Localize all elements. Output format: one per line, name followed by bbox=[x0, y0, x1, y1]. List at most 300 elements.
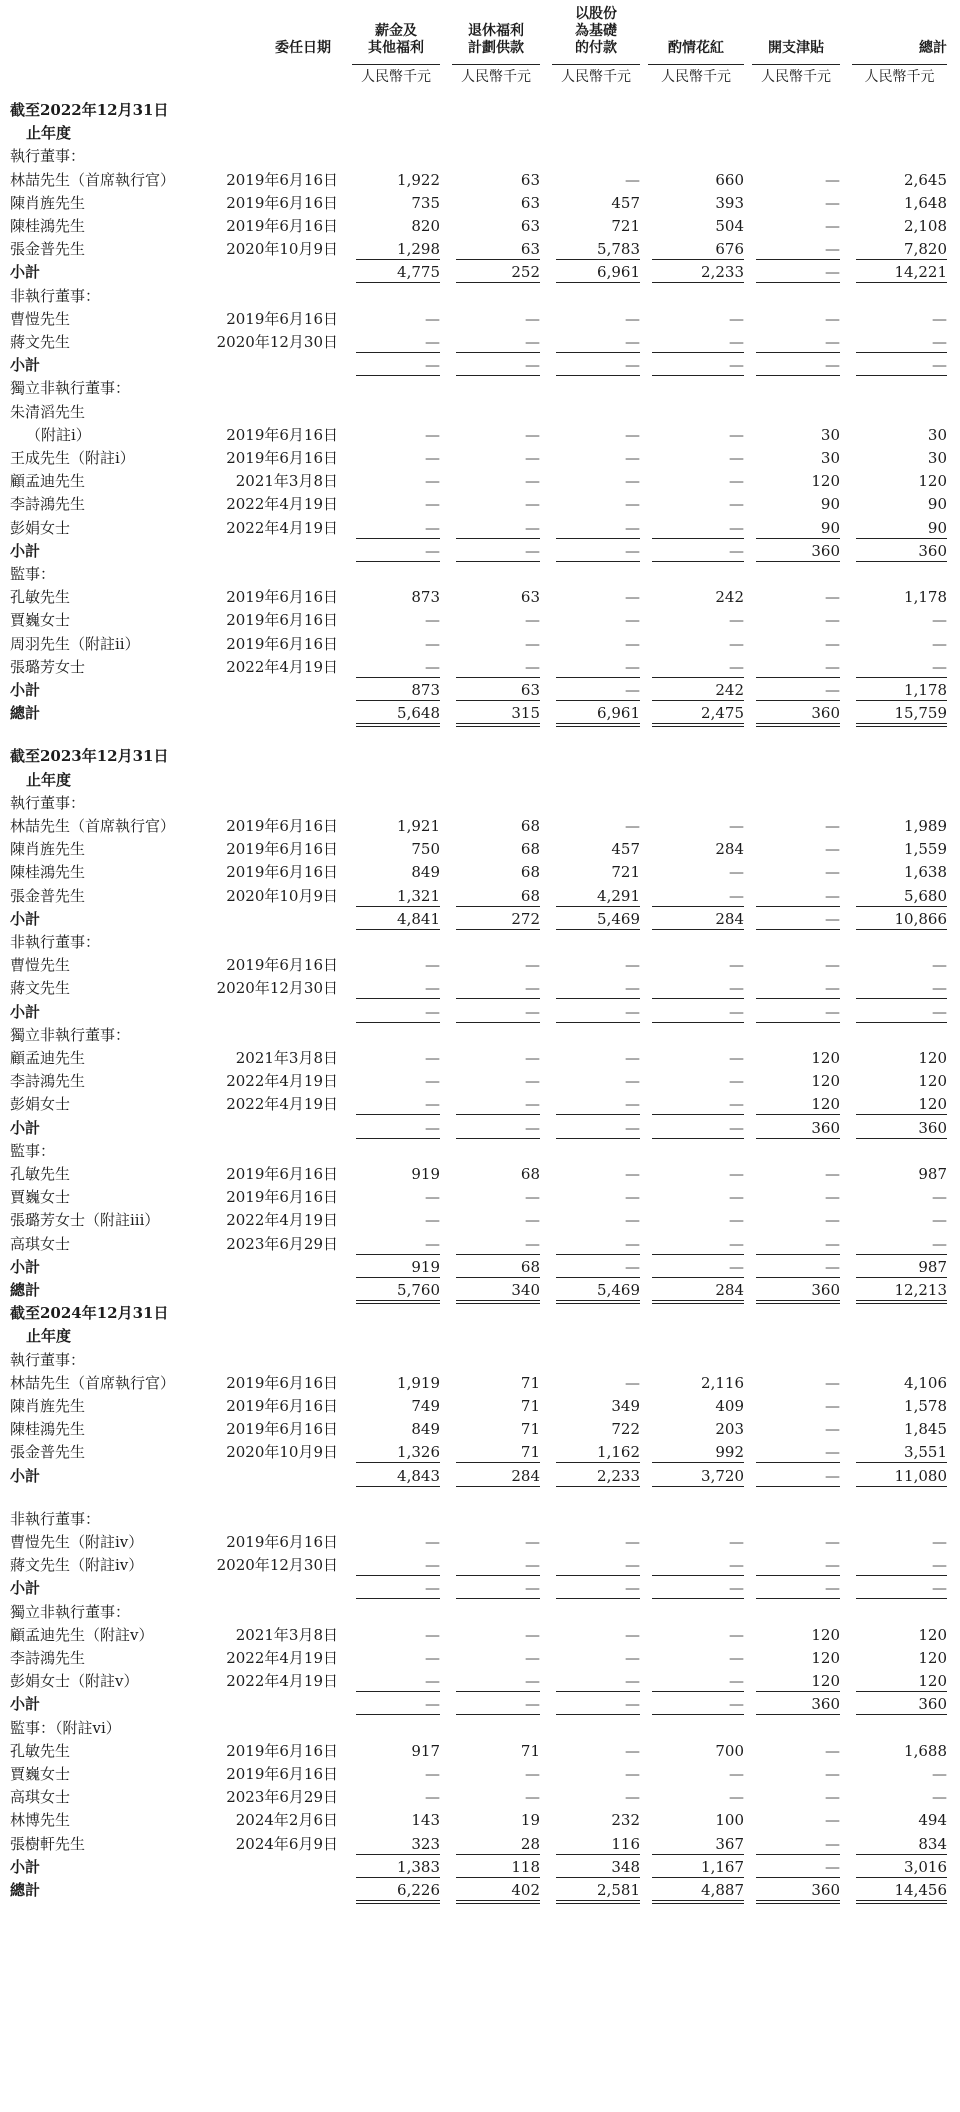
double-underline bbox=[756, 723, 840, 724]
value-cell: 242 bbox=[715, 681, 744, 699]
double-underline bbox=[652, 723, 744, 724]
director-name: 周羽先生（附註ii） bbox=[10, 634, 140, 653]
value-cell: — bbox=[932, 356, 947, 375]
value-cell: — bbox=[932, 611, 947, 630]
director-name: 張璐芳女士（附註iii） bbox=[10, 1211, 160, 1230]
subtotal-label: 小計 bbox=[10, 1002, 41, 1021]
director-name: 李詩鴻先生 bbox=[10, 495, 86, 514]
value-cell: 5,680 bbox=[904, 886, 947, 905]
value-cell: — bbox=[525, 472, 540, 491]
value-cell: — bbox=[625, 495, 640, 514]
value-cell: 71 bbox=[520, 1397, 540, 1415]
appointment-date: 2019年6月16日 bbox=[226, 588, 338, 607]
director-row bbox=[0, 1162, 960, 1186]
value-cell: 5,760 bbox=[397, 1281, 440, 1299]
value-cell: 242 bbox=[715, 588, 744, 607]
appointment-date: 2019年6月16日 bbox=[226, 217, 338, 235]
value-cell: — bbox=[825, 1373, 840, 1392]
value-cell: — bbox=[932, 956, 947, 975]
value-cell: — bbox=[729, 956, 744, 975]
underline bbox=[856, 1486, 947, 1487]
value-cell: 1,845 bbox=[904, 1420, 947, 1439]
appointment-date: 2020年12月30日 bbox=[216, 333, 338, 351]
value-cell: — bbox=[825, 681, 840, 699]
appointment-date: 2022年4月19日 bbox=[226, 1649, 338, 1667]
appointment-date: 2019年6月16日 bbox=[226, 1420, 338, 1439]
director-name-row bbox=[0, 400, 960, 424]
appointment-date: 2019年6月16日 bbox=[226, 170, 338, 189]
value-cell: — bbox=[729, 1049, 744, 1067]
value-cell: — bbox=[729, 1672, 744, 1691]
director-name: 張樹軒先生 bbox=[10, 1834, 86, 1853]
value-cell: 722 bbox=[611, 1420, 640, 1439]
value-cell: — bbox=[625, 1002, 640, 1021]
double-underline bbox=[556, 723, 640, 724]
director-name: 蔣文先生 bbox=[10, 979, 71, 998]
appointment-date: 2019年6月16日 bbox=[226, 425, 338, 444]
value-cell: — bbox=[425, 1072, 440, 1091]
director-name: 顧孟迪先生（附註v） bbox=[10, 1625, 154, 1644]
value-cell: 1,326 bbox=[397, 1443, 440, 1462]
value-cell: — bbox=[525, 1234, 540, 1253]
value-cell: 120 bbox=[918, 1072, 947, 1091]
director-name: 高琪女士 bbox=[10, 1234, 71, 1253]
value-cell: 1,919 bbox=[397, 1373, 440, 1392]
subtotal-label: 小計 bbox=[10, 541, 41, 560]
header-rule bbox=[648, 64, 744, 65]
value-cell: — bbox=[625, 518, 640, 537]
value-cell: — bbox=[825, 170, 840, 189]
value-cell: 402 bbox=[511, 1881, 540, 1899]
value-cell: 120 bbox=[918, 1049, 947, 1067]
appointment-date: 2019年6月16日 bbox=[226, 1397, 338, 1415]
value-cell: 120 bbox=[918, 1625, 947, 1644]
value-cell: — bbox=[825, 1234, 840, 1253]
unit-label: 人民幣千元 bbox=[361, 69, 431, 85]
value-cell: — bbox=[425, 495, 440, 514]
value-cell: 849 bbox=[411, 863, 440, 882]
appointment-date: 2024年6月9日 bbox=[235, 1834, 338, 1853]
value-cell: — bbox=[825, 1834, 840, 1853]
value-cell: 360 bbox=[811, 541, 840, 560]
appointment-date: 2019年6月16日 bbox=[226, 840, 338, 859]
subtotal-label: 小計 bbox=[10, 681, 41, 699]
appointment-date: 2019年6月16日 bbox=[226, 1165, 338, 1183]
director-row bbox=[0, 330, 960, 354]
value-cell: — bbox=[525, 333, 540, 351]
value-cell: 30 bbox=[927, 425, 947, 444]
section-title bbox=[0, 768, 960, 792]
value-cell: 71 bbox=[520, 1443, 540, 1462]
director-name: 蔣文先生（附註iv） bbox=[10, 1556, 144, 1575]
value-cell: — bbox=[729, 1556, 744, 1575]
value-cell: — bbox=[425, 979, 440, 998]
category-label: 執行董事： bbox=[10, 1350, 86, 1369]
value-cell: — bbox=[932, 1765, 947, 1783]
value-cell: — bbox=[525, 518, 540, 537]
value-cell: — bbox=[729, 425, 744, 444]
double-underline bbox=[652, 1900, 744, 1901]
director-name: 陳肖旌先生 bbox=[10, 193, 86, 212]
value-cell: — bbox=[525, 979, 540, 998]
director-row bbox=[0, 1092, 960, 1116]
value-cell: — bbox=[625, 356, 640, 375]
value-cell: — bbox=[729, 634, 744, 653]
value-cell: — bbox=[825, 1579, 840, 1598]
director-name: （附註i） bbox=[26, 425, 91, 444]
value-cell: 1,167 bbox=[701, 1857, 744, 1876]
value-cell: — bbox=[825, 1788, 840, 1807]
director-row bbox=[0, 1762, 960, 1786]
value-cell: — bbox=[825, 1257, 840, 1276]
director-row bbox=[0, 1530, 960, 1554]
value-cell: — bbox=[625, 1765, 640, 1783]
value-cell: — bbox=[625, 1373, 640, 1392]
category-heading bbox=[0, 1023, 960, 1047]
value-cell: 457 bbox=[611, 840, 640, 859]
value-cell: — bbox=[729, 541, 744, 560]
header-salary-benefits: 薪金及 其他福利 bbox=[368, 23, 424, 56]
value-cell: — bbox=[425, 956, 440, 975]
value-cell: — bbox=[932, 634, 947, 653]
value-cell: — bbox=[425, 309, 440, 328]
value-cell: — bbox=[729, 1695, 744, 1714]
value-cell: — bbox=[825, 588, 840, 607]
value-cell: — bbox=[525, 449, 540, 467]
subtotal-row bbox=[0, 907, 960, 931]
value-cell: 272 bbox=[511, 909, 540, 928]
value-cell: 143 bbox=[411, 1811, 440, 1830]
total-label: 總計 bbox=[10, 704, 41, 723]
value-cell: — bbox=[825, 240, 840, 259]
value-cell: 1,688 bbox=[904, 1741, 947, 1760]
director-name: 孔敏先生 bbox=[10, 588, 71, 607]
value-cell: 68 bbox=[520, 886, 540, 905]
value-cell: 6,961 bbox=[597, 263, 640, 282]
value-cell: — bbox=[525, 1095, 540, 1114]
appointment-date: 2019年6月16日 bbox=[226, 863, 338, 882]
value-cell: 120 bbox=[811, 1649, 840, 1667]
unit-label: 人民幣千元 bbox=[761, 69, 831, 85]
double-underline bbox=[856, 723, 947, 724]
appointment-date: 2019年6月16日 bbox=[226, 449, 338, 467]
director-row bbox=[0, 1394, 960, 1418]
director-name: 林喆先生（首席執行官） bbox=[10, 170, 176, 189]
value-cell: 68 bbox=[520, 1257, 540, 1276]
value-cell: 917 bbox=[411, 1741, 440, 1760]
value-cell: — bbox=[932, 1556, 947, 1575]
value-cell: — bbox=[425, 1049, 440, 1067]
value-cell: — bbox=[425, 1118, 440, 1137]
value-cell: — bbox=[425, 1625, 440, 1644]
unit-label: 人民幣千元 bbox=[461, 69, 531, 85]
director-row bbox=[0, 1440, 960, 1464]
value-cell: — bbox=[825, 1420, 840, 1439]
director-row bbox=[0, 214, 960, 238]
value-cell: — bbox=[425, 541, 440, 560]
director-row bbox=[0, 516, 960, 540]
category-heading bbox=[0, 1348, 960, 1372]
value-cell: 676 bbox=[715, 240, 744, 259]
value-cell: — bbox=[932, 1188, 947, 1207]
appointment-date: 2020年10月9日 bbox=[226, 240, 338, 259]
value-cell: 284 bbox=[715, 909, 744, 928]
value-cell: 2,233 bbox=[597, 1466, 640, 1485]
value-cell: — bbox=[729, 611, 744, 630]
value-cell: — bbox=[825, 817, 840, 835]
appointment-date: 2022年4月19日 bbox=[226, 518, 338, 537]
value-cell: — bbox=[729, 1188, 744, 1207]
director-row bbox=[0, 585, 960, 609]
value-cell: 120 bbox=[918, 1649, 947, 1667]
value-cell: — bbox=[525, 1002, 540, 1021]
value-cell: 660 bbox=[715, 170, 744, 189]
value-cell: 90 bbox=[927, 518, 947, 537]
subtotal-row bbox=[0, 539, 960, 563]
double-underline bbox=[456, 726, 540, 727]
value-cell: 721 bbox=[611, 863, 640, 882]
value-cell: — bbox=[932, 1533, 947, 1551]
appointment-date: 2019年6月16日 bbox=[226, 634, 338, 653]
value-cell: — bbox=[825, 979, 840, 998]
value-cell: 5,648 bbox=[397, 704, 440, 723]
total-row bbox=[0, 1278, 960, 1302]
value-cell: — bbox=[525, 309, 540, 328]
director-name: 李詩鴻先生 bbox=[10, 1072, 86, 1091]
value-cell: — bbox=[729, 1211, 744, 1230]
double-underline bbox=[456, 1900, 540, 1901]
value-cell: 3,720 bbox=[701, 1466, 744, 1485]
value-cell: — bbox=[425, 1211, 440, 1230]
header-rule bbox=[552, 64, 640, 65]
director-name: 彭娟女士 bbox=[10, 1095, 71, 1114]
director-row bbox=[0, 1046, 960, 1070]
subtotal-label: 小計 bbox=[10, 1857, 41, 1876]
value-cell: 30 bbox=[820, 449, 840, 467]
double-underline bbox=[756, 1903, 840, 1904]
category-label: 監事： bbox=[10, 565, 56, 583]
value-cell: — bbox=[425, 1672, 440, 1691]
value-cell: 360 bbox=[918, 1118, 947, 1137]
subtotal-label: 小計 bbox=[10, 909, 41, 928]
value-cell: — bbox=[625, 1695, 640, 1714]
value-cell: — bbox=[625, 1049, 640, 1067]
value-cell: 409 bbox=[715, 1397, 744, 1415]
value-cell: — bbox=[729, 1095, 744, 1114]
director-row bbox=[0, 814, 960, 838]
value-cell: — bbox=[825, 1165, 840, 1183]
appointment-date: 2019年6月16日 bbox=[226, 1533, 338, 1551]
value-cell: 1,921 bbox=[397, 817, 440, 835]
director-name: 曹愷先生 bbox=[10, 309, 71, 328]
director-name: 孔敏先生 bbox=[10, 1741, 71, 1760]
value-cell: 987 bbox=[918, 1165, 947, 1183]
director-row bbox=[0, 307, 960, 331]
director-name: 賈巍女士 bbox=[10, 1765, 71, 1783]
value-cell: — bbox=[625, 309, 640, 328]
value-cell: — bbox=[729, 333, 744, 351]
value-cell: 2,233 bbox=[701, 263, 744, 282]
appointment-date: 2019年6月16日 bbox=[226, 956, 338, 975]
director-name: 高琪女士 bbox=[10, 1788, 71, 1807]
appointment-date: 2019年6月16日 bbox=[226, 309, 338, 328]
value-cell: — bbox=[729, 1165, 744, 1183]
value-cell: 11,080 bbox=[894, 1466, 947, 1485]
underline bbox=[756, 1486, 840, 1487]
value-cell: — bbox=[425, 1765, 440, 1783]
appointment-date: 2024年2月6日 bbox=[235, 1811, 338, 1830]
director-row bbox=[0, 632, 960, 656]
appointment-date: 2020年12月30日 bbox=[216, 1556, 338, 1575]
value-cell: 68 bbox=[520, 840, 540, 859]
appointment-date: 2023年6月29日 bbox=[226, 1234, 338, 1253]
value-cell: 120 bbox=[811, 472, 840, 491]
value-cell: 5,469 bbox=[597, 1281, 640, 1299]
value-cell: — bbox=[525, 1049, 540, 1067]
value-cell: — bbox=[525, 495, 540, 514]
value-cell: — bbox=[729, 979, 744, 998]
value-cell: — bbox=[825, 1741, 840, 1760]
value-cell: 360 bbox=[811, 1281, 840, 1299]
value-cell: 393 bbox=[715, 193, 744, 212]
director-name: 彭娟女士（附註v） bbox=[10, 1672, 139, 1691]
value-cell: — bbox=[625, 170, 640, 189]
value-cell: — bbox=[825, 1556, 840, 1575]
double-underline bbox=[856, 1900, 947, 1901]
subtotal-label: 小計 bbox=[10, 1695, 41, 1714]
value-cell: 7,820 bbox=[904, 240, 947, 259]
value-cell: 63 bbox=[520, 240, 540, 259]
value-cell: — bbox=[729, 1579, 744, 1598]
value-cell: — bbox=[729, 886, 744, 905]
value-cell: 2,475 bbox=[701, 704, 744, 723]
appointment-date: 2022年4月19日 bbox=[226, 1211, 338, 1230]
value-cell: — bbox=[625, 956, 640, 975]
value-cell: — bbox=[525, 1211, 540, 1230]
value-cell: — bbox=[932, 657, 947, 676]
value-cell: 1,178 bbox=[904, 588, 947, 607]
appointment-date: 2019年6月16日 bbox=[226, 1741, 338, 1760]
director-name: 顧孟迪先生 bbox=[10, 472, 86, 491]
value-cell: — bbox=[425, 1695, 440, 1714]
double-underline bbox=[456, 1903, 540, 1904]
value-cell: — bbox=[932, 1579, 947, 1598]
value-cell: — bbox=[425, 1095, 440, 1114]
value-cell: 6,226 bbox=[397, 1881, 440, 1899]
value-cell: — bbox=[425, 1579, 440, 1598]
value-cell: 3,551 bbox=[904, 1443, 947, 1462]
value-cell: 120 bbox=[811, 1095, 840, 1114]
director-name: 陳桂鴻先生 bbox=[10, 217, 86, 235]
category-label: 非執行董事： bbox=[10, 933, 101, 951]
director-name: 陳肖旌先生 bbox=[10, 840, 86, 859]
director-name: 顧孟迪先生 bbox=[10, 1049, 86, 1067]
director-row bbox=[0, 492, 960, 516]
value-cell: — bbox=[625, 1533, 640, 1551]
value-cell: 2,116 bbox=[701, 1373, 744, 1392]
double-underline bbox=[356, 723, 440, 724]
category-heading bbox=[0, 930, 960, 954]
appointment-date: 2021年3月8日 bbox=[235, 1049, 338, 1067]
value-cell: — bbox=[825, 1533, 840, 1551]
value-cell: — bbox=[825, 1466, 840, 1485]
value-cell: — bbox=[932, 1788, 947, 1807]
value-cell: — bbox=[525, 956, 540, 975]
category-heading bbox=[0, 1716, 960, 1740]
value-cell: — bbox=[825, 1765, 840, 1783]
value-cell: — bbox=[525, 1533, 540, 1551]
section-title bbox=[0, 744, 960, 768]
value-cell: 284 bbox=[715, 840, 744, 859]
value-cell: — bbox=[625, 657, 640, 676]
value-cell: — bbox=[625, 1741, 640, 1760]
value-cell: — bbox=[625, 472, 640, 491]
value-cell: 71 bbox=[520, 1741, 540, 1760]
value-cell: 120 bbox=[918, 472, 947, 491]
value-cell: — bbox=[425, 1188, 440, 1207]
value-cell: 3,016 bbox=[904, 1857, 947, 1876]
value-cell: 120 bbox=[811, 1072, 840, 1091]
value-cell: 873 bbox=[411, 681, 440, 699]
subtotal-row bbox=[0, 260, 960, 284]
director-row bbox=[0, 1832, 960, 1856]
header-total: 總計 bbox=[919, 40, 947, 56]
value-cell: — bbox=[525, 1188, 540, 1207]
section-title-text: 止年度 bbox=[26, 1327, 72, 1346]
header-retirement-contributions: 退休福利 計劃供款 bbox=[468, 23, 524, 56]
category-heading bbox=[0, 1507, 960, 1531]
director-name: 張金普先生 bbox=[10, 1443, 86, 1462]
value-cell: 63 bbox=[520, 681, 540, 699]
director-row bbox=[0, 1553, 960, 1577]
value-cell: — bbox=[729, 1788, 744, 1807]
director-row bbox=[0, 1623, 960, 1647]
director-row bbox=[0, 884, 960, 908]
value-cell: — bbox=[425, 611, 440, 630]
value-cell: — bbox=[825, 611, 840, 630]
director-name: 張金普先生 bbox=[10, 240, 86, 259]
value-cell: 1,162 bbox=[597, 1443, 640, 1462]
value-cell: 6,961 bbox=[597, 704, 640, 723]
value-cell: — bbox=[625, 1672, 640, 1691]
subtotal-row bbox=[0, 1576, 960, 1600]
value-cell: 750 bbox=[411, 840, 440, 859]
total-row bbox=[0, 701, 960, 725]
value-cell: — bbox=[825, 263, 840, 282]
value-cell: 63 bbox=[520, 193, 540, 212]
value-cell: — bbox=[729, 309, 744, 328]
value-cell: 120 bbox=[811, 1049, 840, 1067]
category-heading bbox=[0, 376, 960, 400]
value-cell: — bbox=[525, 1788, 540, 1807]
value-cell: 14,221 bbox=[894, 263, 947, 282]
value-cell: 63 bbox=[520, 588, 540, 607]
double-underline bbox=[756, 1900, 840, 1901]
value-cell: — bbox=[729, 356, 744, 375]
value-cell: 360 bbox=[918, 1695, 947, 1714]
director-row bbox=[0, 469, 960, 493]
value-cell: — bbox=[425, 1649, 440, 1667]
category-heading bbox=[0, 562, 960, 586]
value-cell: — bbox=[729, 863, 744, 882]
value-cell: — bbox=[525, 1072, 540, 1091]
director-row bbox=[0, 191, 960, 215]
unit-label: 人民幣千元 bbox=[561, 69, 631, 85]
value-cell: — bbox=[525, 657, 540, 676]
value-cell: 4,887 bbox=[701, 1881, 744, 1899]
director-row bbox=[0, 1417, 960, 1441]
director-name: 李詩鴻先生 bbox=[10, 1649, 86, 1667]
